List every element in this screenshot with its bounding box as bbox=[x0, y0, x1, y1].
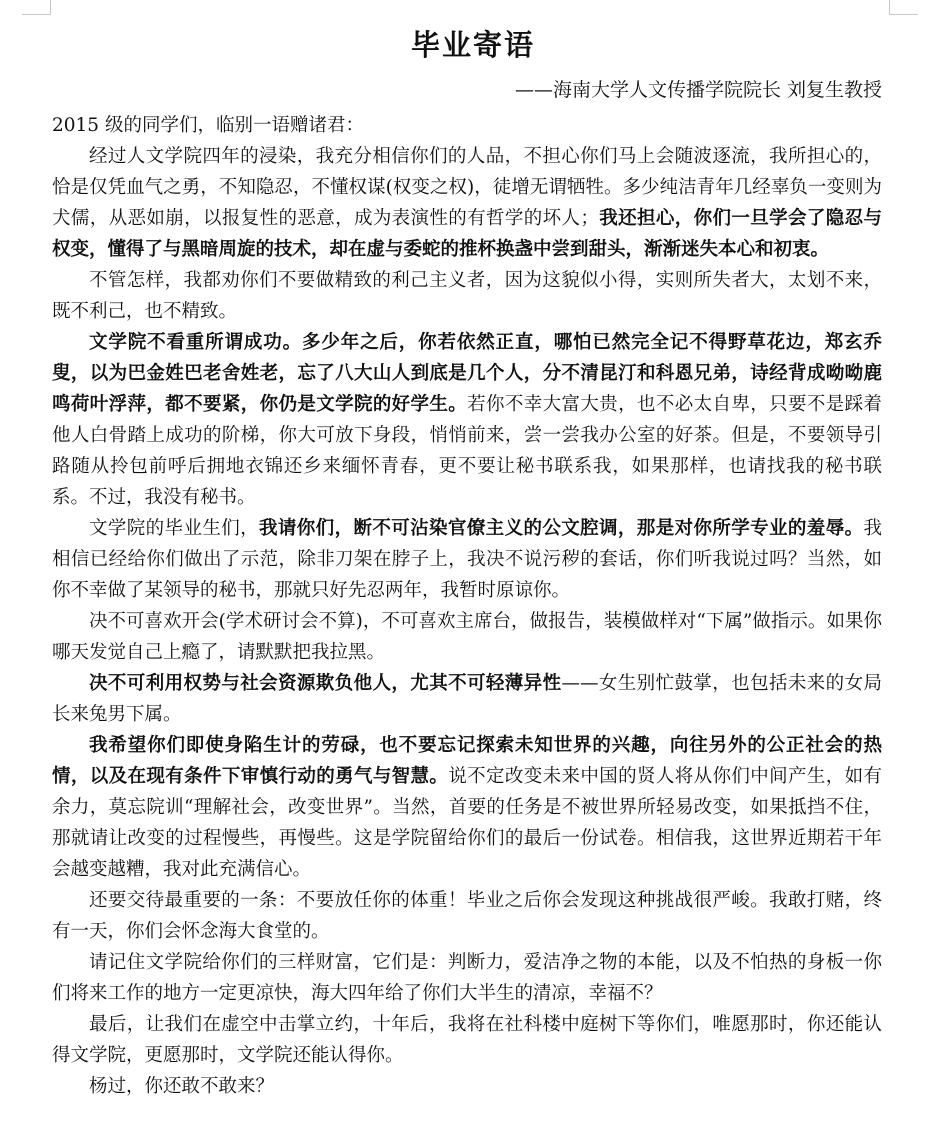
author-line: ——海南大学人文传播学院院长 刘复生教授 bbox=[514, 79, 882, 101]
text-segment: 决不可喜欢开会(学术研讨会不算)，不可喜欢主席台，做报告，装模做样对“下属”做指示。如果你哪天发觉自己上瘾了，请默默把我拉黑。 bbox=[52, 611, 882, 663]
text-segment: 杨过，你还敢不敢来？ bbox=[89, 1076, 275, 1097]
bold-text-segment: 我希望你们即使身陷生计的劳碌，也不要忘记探索未知世界的兴趣，向往另外的公正社会的热情，以及在现有条件下审慎行动的勇气与智慧。 bbox=[52, 735, 882, 787]
paragraph-list bbox=[52, 141, 882, 1102]
body-paragraph bbox=[52, 1009, 882, 1071]
text-segment: 不管怎样，我都劝你们不要做精致的利己主义者，因为这貌似小得，实则所失者大，太划不来，既不利己，也不精致。 bbox=[52, 270, 882, 322]
document-body bbox=[52, 110, 882, 1102]
text-segment: 最后，让我们在虚空中击掌立约，十年后，我将在社科楼中庭树下等你们，唯愿那时，你还能认得文学院，更愿那时，文学院还能认得你。 bbox=[52, 1014, 882, 1066]
body-paragraph bbox=[52, 947, 882, 1009]
page-corner-mark-right bbox=[889, 0, 918, 15]
text-segment: 说不定改变未来中国的贤人将从你们中间产生，如有余力，莫忘院训“理解社会，改变世界”。当然，首要的任务是不被世界所轻易改变，如果抵挡不住，那就请让改变的过程慢些，再慢些。这是学院留给你们的最后一份试卷。相信我，这世界近期若干年会越变越糟，我对此充满信心。 bbox=[52, 766, 882, 880]
body-paragraph bbox=[52, 885, 882, 947]
body-paragraph bbox=[52, 730, 882, 885]
body-paragraph bbox=[52, 1071, 882, 1102]
bold-text-segment: 我还担心，你们一旦学会了隐忍与权变，懂得了与黑暗周旋的技术，却在虚与委蛇的推杯换盏中尝到甜头，渐渐迷失本心和初衷。 bbox=[52, 208, 882, 260]
body-paragraph bbox=[52, 668, 882, 730]
text-segment: ——女生别忙鼓掌，也包括未来的女局长来兔男下属。 bbox=[52, 673, 882, 725]
body-paragraph bbox=[52, 513, 882, 606]
text-segment: 请记住文学院给你们的三样财富，它们是：判断力，爱洁净之物的本能，以及不怕热的身板一你们将来工作的地方一定更凉快，海大四年给了你们大半生的清凉，幸福不？ bbox=[52, 952, 882, 1004]
text-segment: 我相信已经给你们做出了示范，除非刀架在脖子上，我决不说污秽的套话，你们听我说过吗？当然，如你不幸做了某领导的秘书，那就只好先忍两年，我暂时原谅你。 bbox=[52, 518, 882, 601]
greeting-line: 2015 级的同学们，临别一语赠诸君： bbox=[52, 115, 364, 136]
text-segment: 若你不幸大富大贵，也不必太自卑，只要不是踩着他人白骨踏上成功的阶梯，你大可放下身段，悄悄前来，尝一尝我办公室的好茶。但是，不要领导引路随从拎包前呼后拥地衣锦还乡来缅怀青春，更不要让秘书联系我，如果那样，也请找我的秘书联系。不过，我没有秘书。 bbox=[52, 394, 882, 508]
bold-text-segment: 决不可利用权势与社会资源欺负他人，尤其不可轻薄异性 bbox=[89, 673, 562, 694]
document-title: 毕业寄语 bbox=[410, 28, 535, 62]
page-corner-mark-left bbox=[22, 0, 51, 15]
text-segment: 文学院的毕业生们， bbox=[89, 518, 260, 539]
body-paragraph bbox=[52, 141, 882, 265]
body-paragraph bbox=[52, 606, 882, 668]
text-segment: 还要交待最重要的一条：不要放任你的体重！毕业之后你会发现这种挑战很严峻。我敢打赌，终有一天，你们会怀念海大食堂的。 bbox=[52, 890, 882, 942]
body-paragraph bbox=[52, 265, 882, 327]
bold-text-segment: 我请你们，断不可沾染官僚主义的公文腔调，那是对你所学专业的羞辱。 bbox=[259, 518, 864, 539]
text-segment: 经过人文学院四年的浸染，我充分相信你们的人品，不担心你们马上会随波逐流，我所担心的，恰是仅凭血气之勇，不知隐忍，不懂权谋(权变之权)，徒增无谓牺牲。多少纯洁青年几经辜负一变则为犬儒，从恶如崩，以报复性的恶意，成为表演性的有哲学的坏人； bbox=[52, 146, 882, 229]
bold-text-segment: 文学院不看重所谓成功。多少年之后，你若依然正直，哪怕已然完全记不得野草花边，郑玄乔叟，以为巴金姓巴老舍姓老，忘了八大山人到底是几个人，分不清昆汀和科恩兄弟，诗经背成呦呦鹿鸣荷叶浮萍，都不要紧，你仍是文学院的好学生。 bbox=[52, 332, 882, 415]
body-paragraph bbox=[52, 327, 882, 513]
